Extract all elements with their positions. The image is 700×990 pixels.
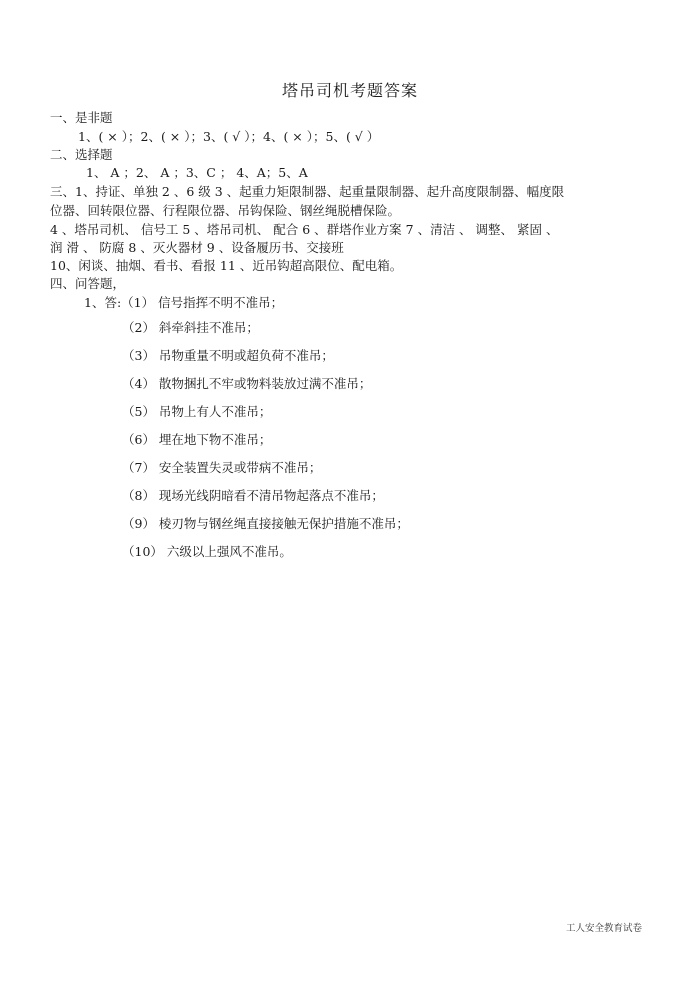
section-1-heading: 一、是非题 xyxy=(50,110,113,125)
page-footer: 工人安全教育试卷 xyxy=(565,923,642,934)
page-title: 塔吊司机考题答案 xyxy=(281,81,418,100)
list-item: （9） 棱刃物与钢丝绳直接接触无保护措施不准吊； xyxy=(122,516,409,531)
section-4-heading: 四、问答题， xyxy=(50,276,126,291)
section-2-heading: 二、选择题 xyxy=(50,147,113,162)
question-1-answer: 1、答:（1） 信号指挥不明不准吊； xyxy=(84,295,284,310)
list-item: （3） 吊物重量不明或超负荷不准吊； xyxy=(122,348,334,363)
list-item: （10） 六级以上强风不准吊。 xyxy=(122,544,292,559)
section-3-line: 位器、回转限位器、行程限位器、吊钩保险、钢丝绳脱槽保险。 xyxy=(50,203,401,218)
list-item: （5） 吊物上有人不准吊； xyxy=(122,404,272,419)
section-2-answers: 1、 A ；2、 A ；3、C ； 4、A；5、A xyxy=(86,165,308,180)
section-1-answers: 1、( × ）；2、( × ）；3、( √ ）；4、( × ）；5、( √ ） xyxy=(78,129,380,144)
section-3-line: 润 滑 、 防腐 8 、灭火器材 9 、设备履历书、交接班 xyxy=(50,240,344,255)
list-item: （2） 斜牵斜挂不准吊； xyxy=(122,320,259,335)
list-item: （7） 安全装置失灵或带病不准吊； xyxy=(122,460,322,475)
list-item: （4） 散物捆扎不牢或物料装放过满不准吊； xyxy=(122,376,372,391)
list-item: （8） 现场光线阴暗看不清吊物起落点不准吊； xyxy=(122,488,384,503)
section-3-line: 10、闲谈、抽烟、看书、看报 11 、近吊钩超高限位、配电箱。 xyxy=(50,258,403,273)
section-3-line: 4 、塔吊司机、 信号工 5 、塔吊司机、 配合 6 、群塔作业方案 7 、清洁 、 调整、 紧固 、 xyxy=(50,222,559,237)
section-3-line: 三、1、持证、单独 2 、6 级 3 、起重力矩限制器、起重量限制器、起升高度限制器、幅度限 xyxy=(50,184,565,199)
list-item: （6） 埋在地下物不准吊； xyxy=(122,432,272,447)
